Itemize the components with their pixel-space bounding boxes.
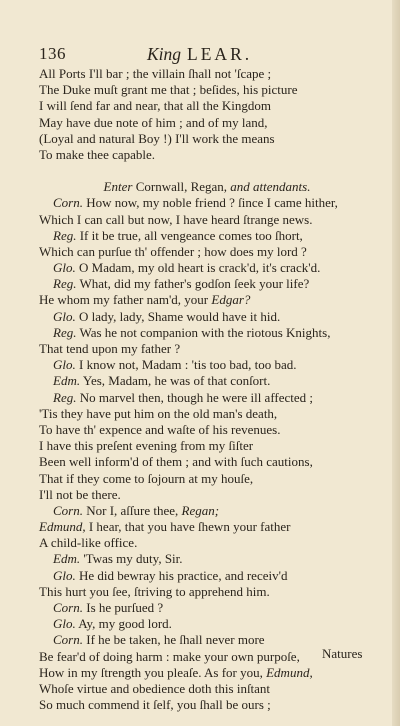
- speaker-name: Glo.: [53, 567, 76, 583]
- stage-direction: [39, 179, 359, 195]
- speech-text: O Madam, my old heart is crack'd, it's crack'd.: [75, 260, 321, 276]
- speech-text: 'Twas my duty, Sir.: [80, 551, 183, 567]
- speech-text: Ay, my good lord.: [75, 616, 172, 632]
- verse-text: He whom my father nam'd, your: [39, 292, 212, 308]
- verse-line: [39, 649, 359, 665]
- speech-line: [39, 260, 359, 276]
- verse-line: [39, 681, 359, 697]
- verse-text: To have th' expence and waſte of his revenues.: [39, 421, 281, 437]
- verse-line: [39, 147, 359, 163]
- speech-line: [39, 195, 359, 211]
- verse-line: [39, 438, 359, 454]
- speech-line: [39, 551, 359, 567]
- speech-text: Was he not companion with the riotous Knights,: [76, 324, 331, 340]
- verse-line: [39, 244, 359, 260]
- verse-line: [39, 292, 359, 308]
- verse-line: [39, 422, 359, 438]
- verse-line: [39, 406, 359, 422]
- italic-name: Regan;: [181, 502, 220, 518]
- speech-line: [39, 390, 359, 406]
- verse-line: [39, 697, 359, 713]
- running-title: [147, 44, 252, 65]
- speech-line: [39, 373, 359, 389]
- speech-text: No marvel then, though he were ill affected ;: [76, 389, 314, 405]
- stage-enter: Enter: [103, 179, 133, 195]
- verse-text: Which can purſue th' offender ; how does my lord ?: [39, 243, 307, 259]
- verse-text: So much commend it ſelf, you ſhall be ours ;: [39, 697, 271, 713]
- speaker-name: Corn.: [53, 195, 83, 211]
- speaker-name: Reg.: [53, 227, 77, 243]
- speech-line: [39, 616, 359, 632]
- speech-text: Yes, Madam, he was of that conſort.: [80, 373, 271, 389]
- speaker-name: Glo.: [53, 616, 76, 632]
- verse-line: [39, 66, 359, 82]
- verse-text: A child-like office.: [39, 535, 138, 551]
- verse-line: [39, 487, 359, 503]
- verse-text: All Ports I'll bar ; the villain ſhall not 'ſcape ;: [39, 66, 272, 81]
- speech-line: [39, 568, 359, 584]
- speech-text: I know not, Madam : 'tis too bad, too bad.: [75, 357, 297, 373]
- speaker-name: Glo.: [53, 308, 76, 324]
- running-header: [39, 44, 369, 68]
- catchword: Natures: [322, 646, 363, 661]
- stage-names: Cornwall, Regan,: [132, 179, 231, 195]
- verse-text: How in my ſtrength you pleaſe. As for you,: [39, 664, 267, 680]
- speech-line: [39, 228, 359, 244]
- verse-text: This hurt you ſee, ſtriving to apprehend him.: [39, 583, 270, 599]
- speech-line: [39, 325, 359, 341]
- speech-text: How now, my noble friend ? ſince I came hither,: [82, 195, 338, 211]
- speaker-name: Glo.: [53, 357, 76, 373]
- verse-text: May have due note of him ; and of my land,: [39, 114, 268, 130]
- speech-text: If he be taken, he ſhall never more: [82, 632, 265, 648]
- page-edge: [392, 0, 400, 726]
- verse-line: [39, 471, 359, 487]
- verse-line: [39, 665, 359, 681]
- speech-text: O lady, lady, Shame would have it hid.: [75, 308, 281, 324]
- verse-text: I'll not be there.: [39, 486, 121, 502]
- speech-line: [39, 600, 359, 616]
- speech-text: He did bewray his practice, and receiv'd: [75, 567, 288, 583]
- speaker-name: Reg.: [53, 276, 77, 292]
- verse-line: [39, 82, 359, 98]
- verse-text: 'Tis they have put him on the old man's death,: [39, 405, 278, 421]
- verse-text: I hear, that you have ſhewn your father: [85, 519, 291, 535]
- verse-text: I have this preſent evening from my ſiſter: [39, 438, 254, 454]
- speaker-name: Edm.: [53, 373, 81, 389]
- verse-text: Which I can call but now, I have heard ſtrange news.: [39, 211, 313, 227]
- verse-line: [39, 519, 359, 535]
- italic-name: Edmund,: [39, 519, 86, 535]
- speaker-name: Glo.: [53, 260, 76, 276]
- verse-text: That tend upon my father ?: [39, 341, 181, 356]
- speaker-name: Corn.: [53, 632, 83, 648]
- italic-name: Edgar?: [211, 292, 251, 308]
- verse-text: Been well inform'd of them ; and with ſuch cautions,: [39, 454, 313, 470]
- verse-text: That if they come to ſojourn at my houſe,: [39, 470, 254, 486]
- verse-line: [39, 454, 359, 470]
- stage-attendants: and attendants.: [230, 179, 311, 195]
- verse-text: The Duke muſt grant me that ; beſides, his picture: [39, 82, 298, 98]
- verse-line: [39, 535, 359, 551]
- verse-text: (Loyal and natural Boy !) I'll work the means: [39, 130, 275, 146]
- title-lear: LEAR.: [187, 44, 253, 64]
- verse-text: I will ſend far and near, that all the Kingdom: [39, 98, 271, 114]
- speaker-name: Corn.: [53, 600, 83, 615]
- line-gap: [39, 163, 359, 179]
- speech-line: [39, 632, 359, 648]
- title-king: King: [147, 44, 182, 64]
- verse-line: [39, 98, 359, 114]
- verse-text: To make thee capable.: [39, 146, 156, 162]
- speech-line: [39, 276, 359, 292]
- verse-line: [39, 212, 359, 228]
- speaker-name: Corn.: [53, 502, 83, 518]
- verse-line: [39, 341, 359, 357]
- italic-name: Edmund,: [266, 664, 313, 680]
- speech-text: What, did my father's godſon ſeek your life?: [76, 276, 310, 292]
- speech-line: [39, 309, 359, 325]
- speech-line: [39, 357, 359, 373]
- speech-line: [39, 503, 359, 519]
- speech-text: Is he purſued ?: [82, 600, 164, 615]
- play-text: [39, 66, 359, 713]
- verse-line: [39, 131, 359, 147]
- page-number: 136: [39, 44, 66, 63]
- verse-line: [39, 584, 359, 600]
- speech-text: Nor I, aſſure thee,: [82, 502, 182, 518]
- speaker-name: Edm.: [53, 551, 81, 567]
- verse-text: Be fear'd of doing harm : make your own purpoſe,: [39, 648, 300, 664]
- verse-text: Whoſe virtue and obedience doth this inſtant: [39, 680, 271, 696]
- speech-text: If it be true, all vengeance comes too ſhort,: [76, 227, 303, 243]
- speaker-name: Reg.: [53, 389, 77, 405]
- speaker-name: Reg.: [53, 324, 77, 340]
- verse-line: [39, 115, 359, 131]
